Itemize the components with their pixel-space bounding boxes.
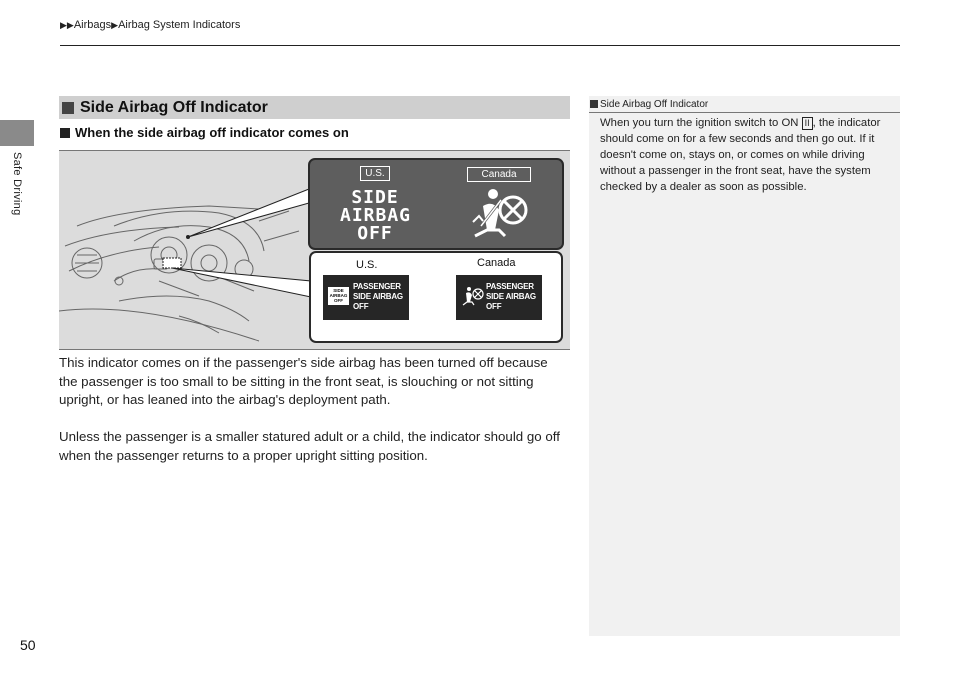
callout-pointer-light [172,268,311,297]
badge-line: OFF [334,298,343,303]
canada-label: Canada [477,257,516,269]
callout-pointer-dark [188,189,309,237]
ignition-key-position-badge: II [802,117,813,130]
note-marker-icon [590,100,598,108]
panel-line: PASSENGER [486,282,534,291]
note-text-part: When you turn the ignition switch to ON [600,117,802,129]
body-paragraph: Unless the passenger is a smaller statured adult or a child, the indicator should go off when the passenger returns to a proper upright sitting position. [59,429,560,463]
big-text-line: AIRBAG [340,205,412,226]
chapter-label[interactable]: Safe Driving [11,152,23,216]
panel-line: PASSENGER [353,282,401,291]
us-indicator-panel [323,275,409,320]
breadcrumb-airbags[interactable]: Airbags [73,19,112,31]
passenger-airbag-off-symbol-icon [465,186,529,242]
panel-text [353,282,403,312]
subheading-text: When the side airbag off indicator comes on [75,125,349,140]
double-arrow-icon: ▶▶ [60,20,74,30]
indicator-location-marker [163,258,181,268]
indicator-callout-light [309,251,563,343]
side-note [589,96,900,636]
header-rule [60,45,900,46]
side-airbag-off-text-indicator [340,189,410,243]
panel-line: SIDE AIRBAG [486,292,536,301]
us-tag: U.S. [360,166,390,181]
section-square-icon [62,102,74,114]
subheading [60,125,349,140]
subheading-square-icon [60,128,70,138]
note-heading [589,96,900,113]
panel-line: OFF [486,302,502,311]
section-title-bar [59,96,570,119]
dashboard-illustration [59,150,570,350]
note-text [600,115,892,195]
side-airbag-off-badge [328,287,349,305]
body-paragraph: This indicator comes on if the passenger's side airbag has been turned off because the passenger is too small to be sitting in the front seat, is slouching or not sitting upright, or has leaned into the airbag's deployment path. [59,355,548,407]
badge-line: SIDE [333,288,344,293]
chapter-tab[interactable] [0,120,34,146]
panel-text [486,282,536,312]
panel-line: OFF [353,302,369,311]
breadcrumb-airbag-system-indicators[interactable]: Airbag System Indicators [118,19,241,31]
note-heading-text: Side Airbag Off Indicator [600,99,709,110]
canada-tag: Canada [467,167,531,182]
badge-line: AIRBAG [329,293,348,298]
indicator-callout-dark [308,158,564,250]
panel-line: SIDE AIRBAG [353,292,403,301]
us-label: U.S. [356,259,378,271]
section-title: Side Airbag Off Indicator [80,98,268,116]
page-number: 50 [20,637,36,653]
canada-indicator-panel [456,275,542,320]
big-text-line: SIDE [351,187,399,208]
note-text-part: , the indicator should come on for a few seconds and then go out. If it doesn't come on, stays on, or comes on while driving without a passenger in the front seat, have the system checked by a dealer as soon as possible. [600,117,881,193]
arrow-icon: ▶ [111,20,119,30]
big-text-line: OFF [357,223,393,244]
passenger-airbag-off-small-icon [460,285,484,307]
breadcrumb [60,19,240,31]
